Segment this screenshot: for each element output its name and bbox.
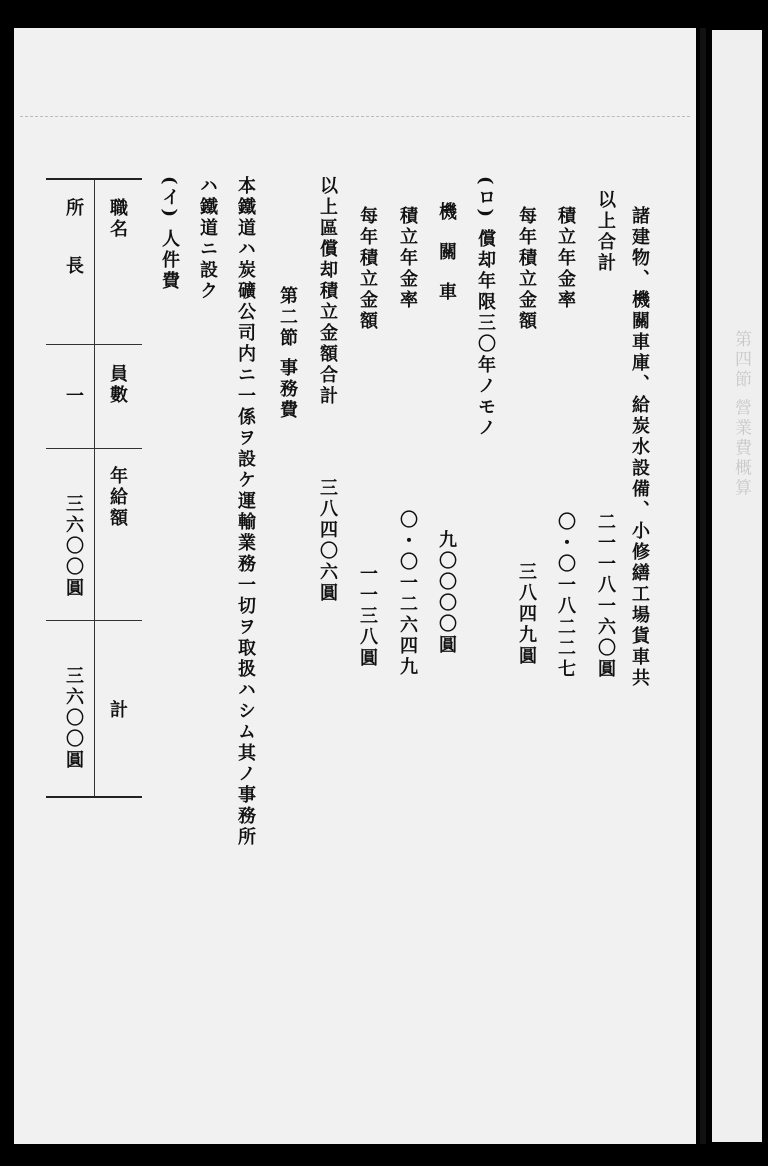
table-row-salary: 三六〇〇圓 xyxy=(63,494,84,599)
value-rate2: 〇・〇一二六四九 xyxy=(397,510,418,678)
table-row-total: 三六〇〇圓 xyxy=(63,666,84,771)
paragraph-line-1: 本鐵道ハ炭礦公司内ニ一係ヲ設ケ運輸業務一切ヲ取扱ハシム其ノ事務所 xyxy=(235,176,256,848)
line-subtotal-label: 以上合計 xyxy=(595,190,616,274)
line-annual1-label: 每年積立金額 xyxy=(516,206,537,332)
value-subtotal: 二一一八一六〇圓 xyxy=(595,512,616,680)
line-depreciation-30y: (ロ) 償却年限三〇年ノモノ xyxy=(475,176,496,440)
staff-table xyxy=(46,178,142,798)
value-locomotive: 九〇〇〇〇圓 xyxy=(436,530,457,656)
value-rate1: 〇・〇一八二二七 xyxy=(555,512,576,680)
right-page-heading: 第四節 營業費概算 xyxy=(731,330,751,499)
paragraph-line-2: ハ鐵道ニ設ク xyxy=(197,176,218,302)
line-annual2-label: 每年積立金額 xyxy=(357,206,378,332)
line-grand-total-label: 以上區償却積立金額合計 xyxy=(317,176,338,407)
line-rate1-label: 積立年金率 xyxy=(555,206,576,311)
line-rate2-label: 積立年金率 xyxy=(397,206,418,311)
table-row-title: 所長 xyxy=(63,198,84,314)
book-spine xyxy=(700,28,706,1144)
section-heading-office-expense: 第二節 事務費 xyxy=(277,286,298,422)
book-page-right xyxy=(712,30,762,1142)
value-grand-total: 三八四〇六圓 xyxy=(317,478,338,604)
table-header-total: 計 xyxy=(107,700,128,721)
value-annual2: 一一三八圓 xyxy=(357,564,378,669)
table-header-salary: 年給額 xyxy=(107,466,128,529)
subheading-personnel: (イ) 人件費 xyxy=(159,176,180,293)
line-locomotive-label: 機關車 xyxy=(436,202,457,322)
table-header-title: 職名 xyxy=(107,198,128,240)
top-rule xyxy=(20,116,690,117)
value-annual1: 三八四九圓 xyxy=(516,562,537,667)
table-header-count: 員數 xyxy=(107,364,128,406)
line-facilities: 諸建物、機關車庫、給炭水設備、小修繕工場貨車共 xyxy=(629,206,650,689)
table-row-count: 一 xyxy=(63,386,84,407)
